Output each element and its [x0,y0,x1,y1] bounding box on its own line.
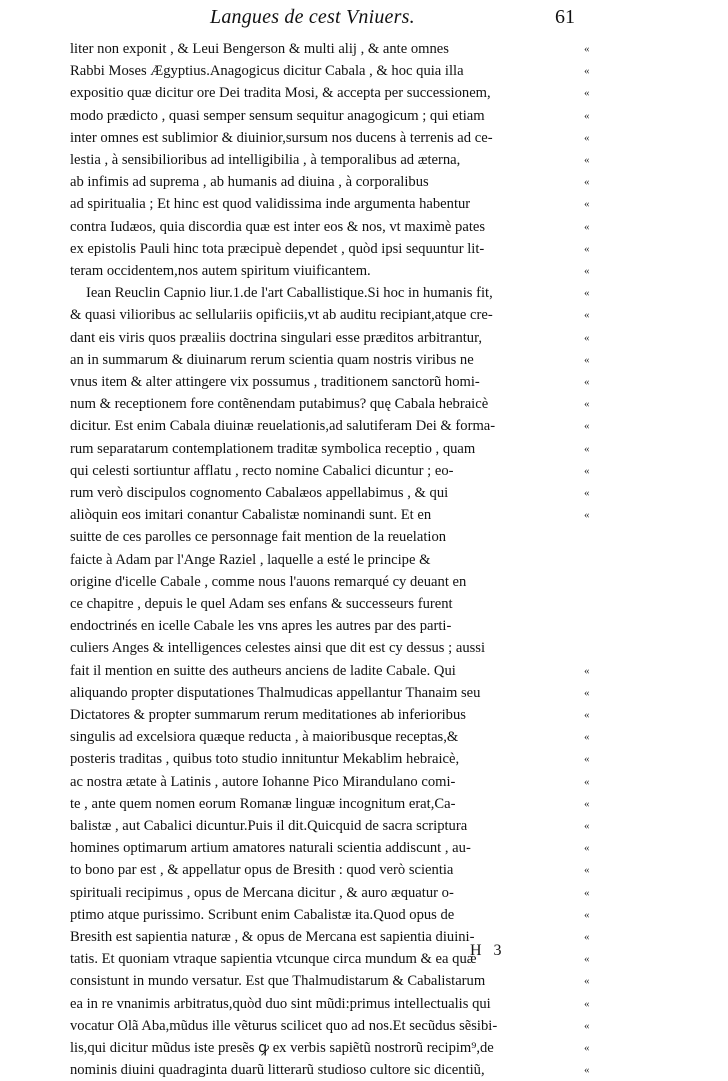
guillemet-mark: « [584,464,590,477]
text-line-content: num & receptionem fore contẽnendam putabimus? quę Cabala hebraicè [70,396,489,413]
text-line-content: lis,qui dicitur mũdus iste presẽs ꝙ ex verbis sapiẽtũ nostrorũ recipim⁹,de [70,1040,494,1056]
text-line-content: expositio quæ dicitur ore Dei tradita Mosi, & accepta per successionem, [70,85,491,102]
text-line-content: fait il mention en suitte des autheurs anciens de ladite Cabale. Qui [70,662,456,679]
text-line-content: endoctrinés en icelle Cabale les vns apres les autres par des parti- [70,618,452,635]
guillemet-mark: « [584,87,590,100]
page-number: 61 [555,6,575,28]
text-line-content: liter non exponit , & Leui Bengerson & multi alij , & ante omnes [70,41,449,57]
guillemet-mark: « [584,1042,590,1054]
guillemet-mark: « [584,287,590,300]
text-line-content: balistæ , aut Cabalici dicuntur.Puis il dit.Quicquid de sacra scriptura [70,818,468,834]
text-line-content: te , ante quem nomen eorum Romanæ linguæ incognitum erat,Ca- [70,795,456,812]
guillemet-mark: « [584,420,590,433]
text-line-content: singulis ad excelsiora quæque reducta , à maioribusque receptas,& [70,729,459,746]
guillemet-mark: « [584,997,590,1010]
text-line-content: ce chapitre , depuis le quel Adam ses enfans & successeurs furent [70,596,453,612]
text-line-content: ea in re vnanimis arbitratus,quòd duo sint mũdi:primus intellectualis qui [70,995,491,1012]
guillemet-mark: « [584,154,590,166]
text-line-content: consistunt in mundo versatur. Est que Thalmudistarum & Cabalistarum [70,973,486,990]
guillemet-mark: « [584,65,590,78]
text-line-content: lestia , à sensibilioribus ad intelligibilia , à temporalibus ad æterna, [70,152,461,168]
text-line-content: homines optimarum artium amatores naturali scientia addiscunt , au- [70,840,471,857]
guillemet-mark: « [584,43,590,55]
guillemet-mark: « [584,398,590,411]
text-line-content: rum verò discipulos cognomento Cabalæos appellabimus , & qui [70,485,449,501]
text-line-content: culiers Anges & intelligences celestes ainsi que dit est cy dessus ; aussi [70,640,486,657]
text-line-content: spirituali recipimus , opus de Mercana dicitur , & auro æquatur o- [70,884,454,901]
text-line-content: origine d'icelle Cabale , comme nous l'auons remarqué cy deuant en [70,573,467,590]
guillemet-mark: « [584,131,590,144]
guillemet-mark: « [584,753,590,766]
guillemet-mark: « [584,664,590,677]
guillemet-mark: « [584,842,590,855]
text-line-content: & quasi vilioribus ac sellulariis opificiis,vt ab auditu recipiant,atque cre- [70,307,493,324]
running-title: Langues de cest Vniuers. [210,6,415,28]
guillemet-mark: « [584,198,590,211]
guillemet-mark: « [584,1064,590,1077]
text-line-content: teram occidentem,nos autem spiritum viuificantem. [70,263,371,279]
guillemet-mark: « [584,686,590,699]
text-line-content: faicte à Adam par l'Ange Raziel , laquelle a esté le principe & [70,551,431,568]
guillemet-mark: « [584,908,590,921]
text-line-content: suitte de ces parolles ce personnage fait mention de la reuelation [70,529,447,546]
text-line-content: modo prædicto , quasi semper sensum sequitur anagogicum ; qui etiam [70,107,485,124]
text-line-content: dant eis viris quos præaliis doctrina singulari esse præditos arbitrantur, [70,329,483,346]
guillemet-mark: « [584,731,590,744]
text-line-content: tatis. Et quoniam vtraque sapientia vtcunque circa mundum & ea quæ [70,951,477,968]
guillemet-mark: « [584,931,590,943]
text-line-content: to bono par est , & appellatur opus de Bresith : quod verò scientia [70,862,454,879]
text-line-content: dicitur. Est enim Cabala diuinæ reuelationis,ad salutiferam Dei & forma- [70,418,496,435]
text-line-content: ad spiritualia ; Et hinc est quod validissima inde argumenta habentur [70,196,471,213]
text-line-content: vocatur Olã Aba,mũdus ille vẽturus scilicet quo ad nos.Et secũdus sẽsibi- [70,1017,498,1034]
guillemet-mark: « [584,886,590,899]
page-header [0,4,728,34]
guillemet-mark: « [584,487,590,499]
guillemet-mark: « [584,353,590,366]
guillemet-mark: « [584,775,590,788]
guillemet-mark: « [584,797,590,810]
guillemet-mark: « [584,265,590,277]
guillemet-mark: « [584,820,590,832]
text-line-content: vnus item & alter attingere vix possumus , traditionem sanctorũ homi- [70,374,480,390]
text-line-content: contra Iudæos, quia discordia quæ est inter eos & nos, vt maximè pates [70,218,486,235]
guillemet-mark: « [584,864,590,877]
text-line-content: nominis diuini quadraginta duarũ litterarũ studioso cultore sic dicentiũ, [70,1062,485,1079]
guillemet-mark: « [584,109,590,122]
guillemet-mark: « [584,709,590,721]
text-line-content: aliquando propter disputationes Thalmudicas appellantur Thanaim seu [70,684,481,701]
guillemet-mark: « [584,509,590,522]
guillemet-mark: « [584,376,590,388]
guillemet-mark: « [584,442,590,455]
text-line-content: Bresith est sapientia naturæ , & opus de Mercana est sapientia diuini- [70,929,475,945]
guillemet-mark: « [584,331,590,344]
guillemet-mark: « [584,176,590,189]
text-line-content: ptimo atque purissimo. Scribunt enim Cabalistæ ita.Quod opus de [70,906,455,923]
text-line-content: ac nostra ætate à Latinis , autore Iohanne Pico Mirandulano comi- [70,773,456,790]
text-line-content: posteris traditas , quibus toto studio innituntur Mekablim hebraicè, [70,751,460,768]
text-line-content: Dictatores & propter summarum rerum meditationes ab inferioribus [70,707,466,723]
text-line-content: ex epistolis Pauli hinc tota præcipuè dependet , quòd ipsi sequuntur lit- [70,240,485,257]
text-line-content: aliòquin eos imitari conantur Cabalistæ nominandi sunt. Et en [70,507,432,524]
text-line-content: Rabbi Moses Ægyptius.Anagogicus dicitur Cabala , & hoc quia illa [70,63,464,80]
text-line-content: rum separatarum contemplationem traditæ symbolica receptio , quam [70,440,476,457]
guillemet-mark: « [584,1019,590,1032]
guillemet-mark: « [584,220,590,233]
guillemet-mark: « [584,309,590,322]
text-line-content: an in summarum & diuinarum rerum scientia quam nostris viribus ne [70,351,474,368]
guillemet-mark: « [584,975,590,988]
signature-mark: H 3 [470,942,506,959]
text-line-content: inter omnes est sublimior & diuinior,sursum nos ducens à terrenis ad ce- [70,129,493,146]
text-line-content: qui celesti sortiuntur afflatu , recto nomine Cabalici dicuntur ; eo- [70,462,454,479]
text-line-content: Iean Reuclin Capnio liur.1.de l'art Caballistique.Si hoc in humanis fit, [86,285,493,302]
text-line-content: ab infimis ad suprema , ab humanis ad diuina , à corporalibus [70,174,429,191]
guillemet-mark: « [584,953,590,966]
guillemet-mark: « [584,242,590,255]
